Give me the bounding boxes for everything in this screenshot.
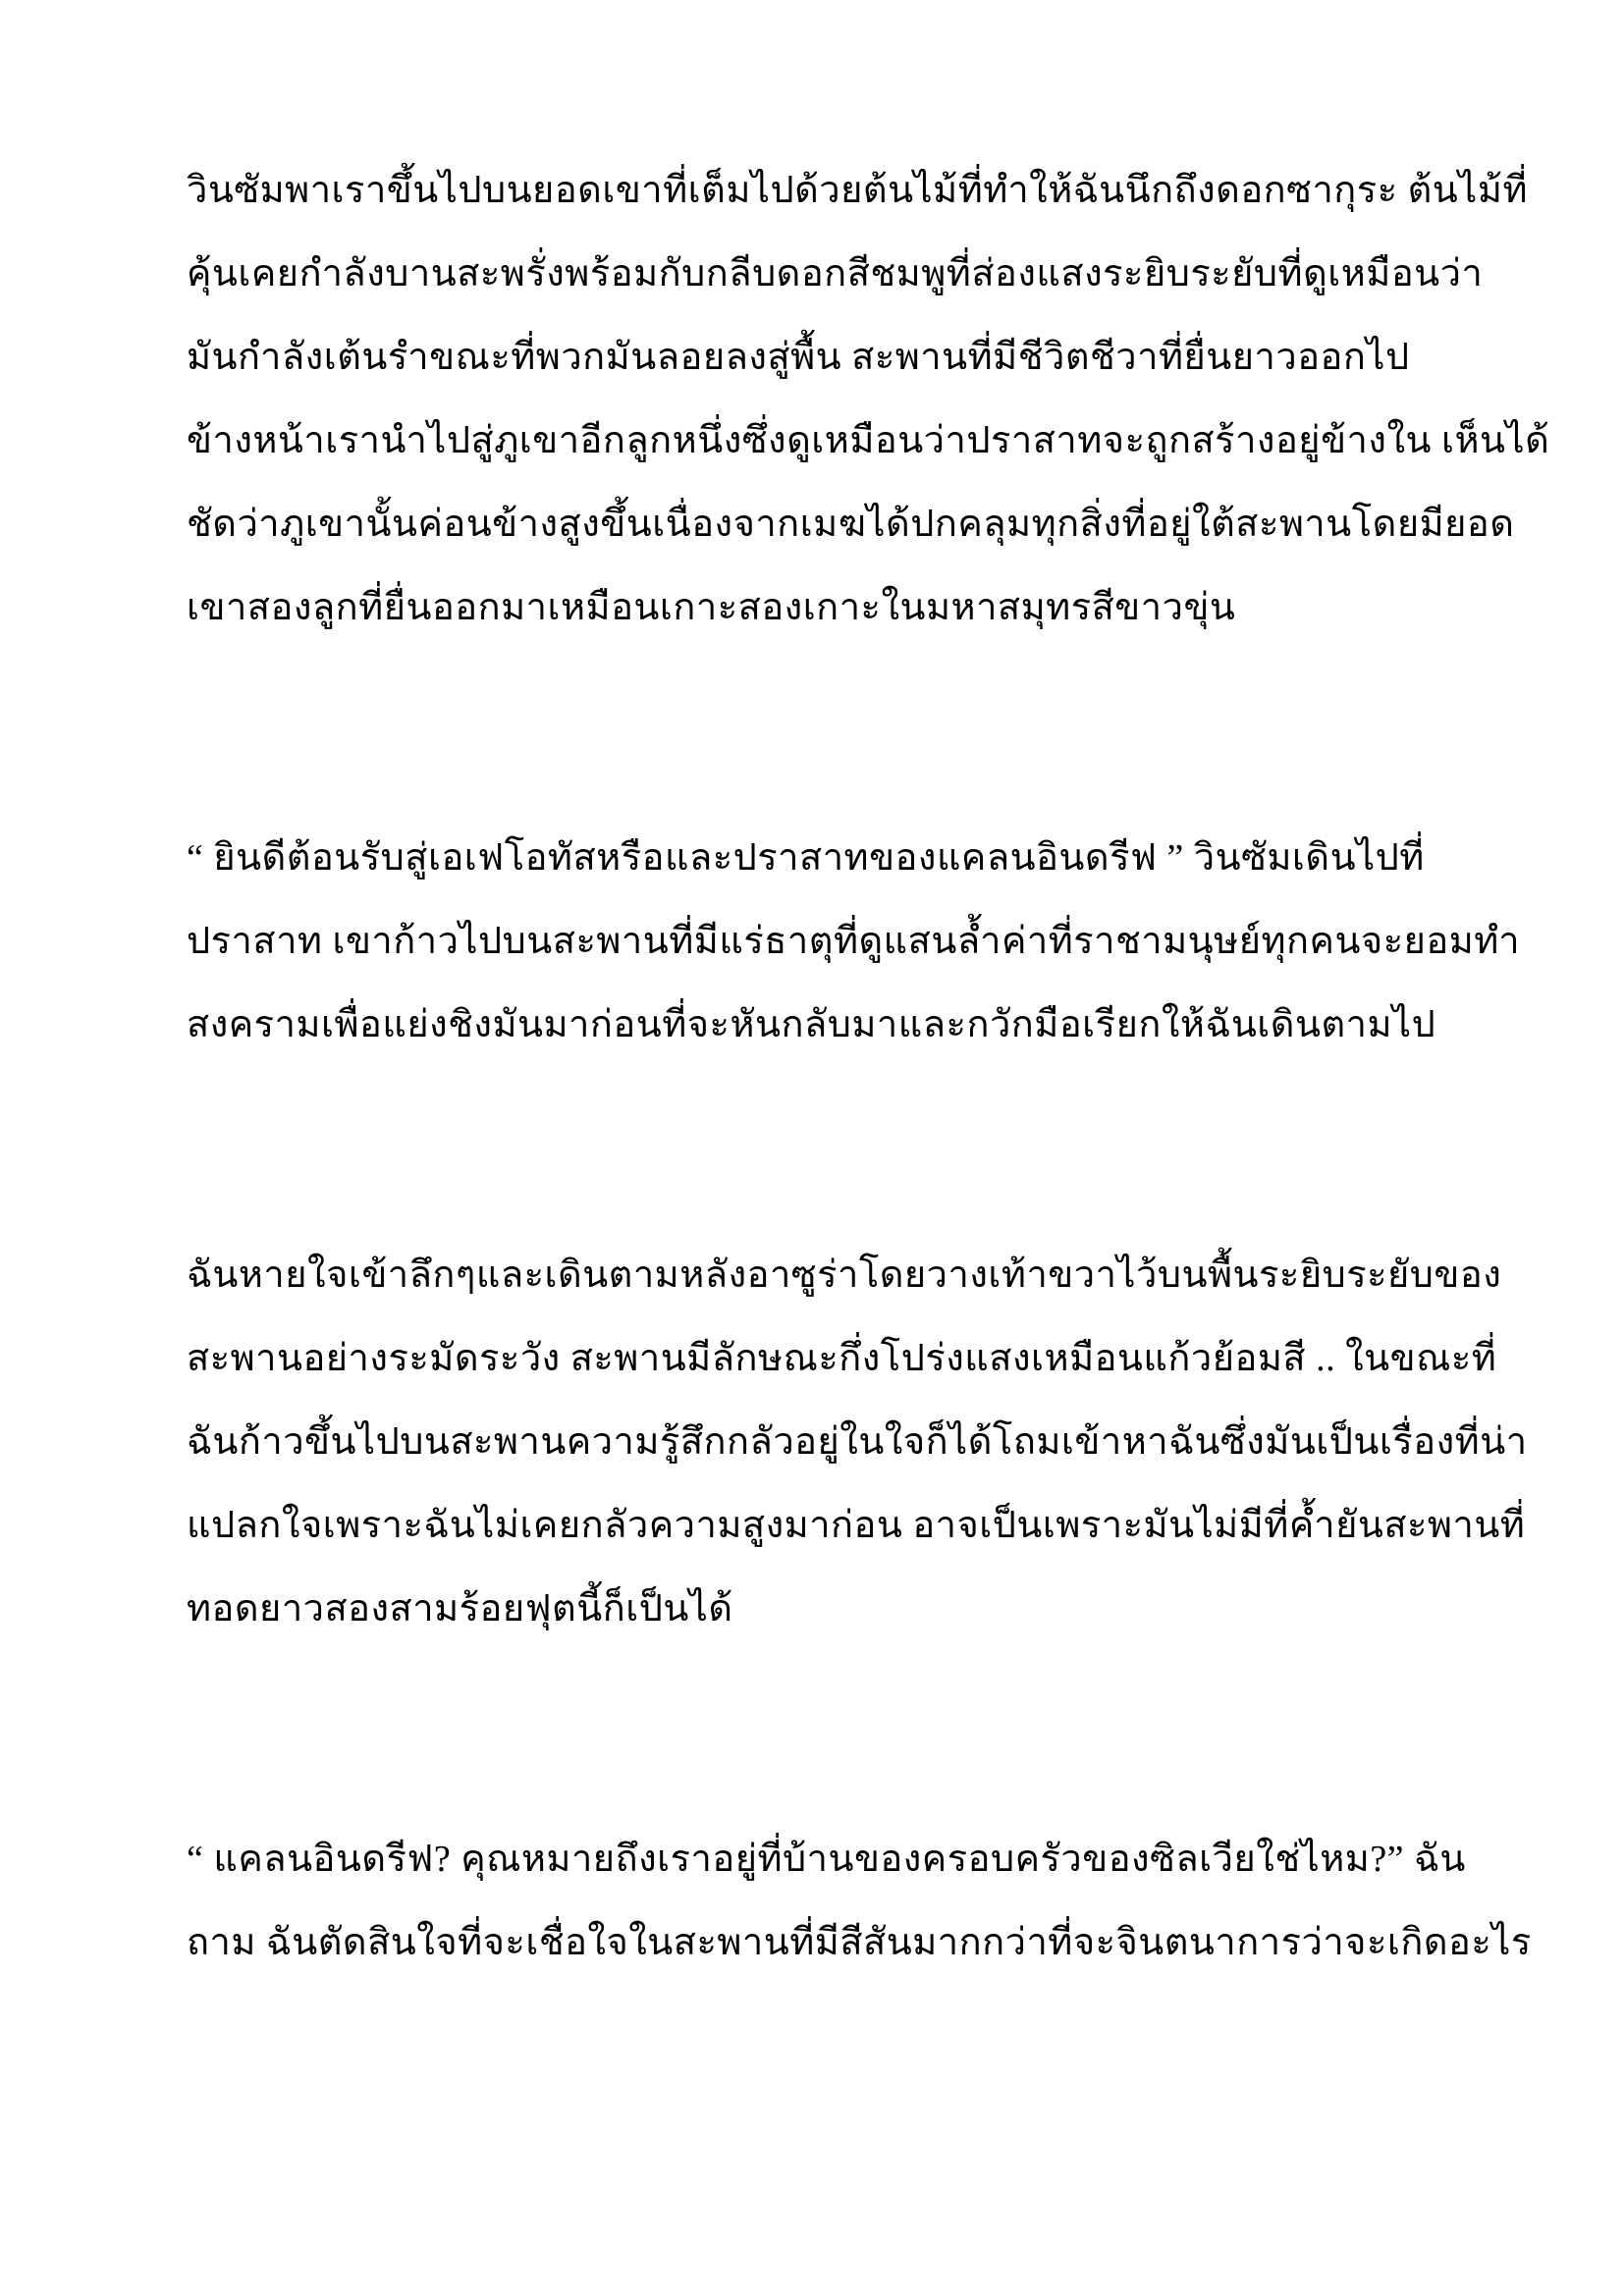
text-line: สะพานอย่างระมัดระวัง สะพานมีลักษณะกึ่งโปร่งแสงเหมือนแก้วย้อมสี .. ในขณะที่ [187,1338,1497,1379]
text-line: เขาสองลูกที่ยื่นออกมาเหมือนเกาะสองเกาะในมหาสมุทรสีขาวขุ่น [187,587,1236,628]
text-line: ถาม ฉันตัดสินใจที่จะเชื่อใจในสะพานที่มีสีสันมากกว่าที่จะจินตนาการว่าจะเกิดอะไร [187,1922,1532,1963]
text-line: ฉันหายใจเข้าลึกๆและเดินตามหลังอาซูร่าโดยวางเท้าขวาไว้บนพื้นระยิบระยับของ [187,1255,1502,1296]
paragraph-4 [187,1818,1532,1985]
text-line: “ แคลนอินดรีฟ? คุณหมายถึงเราอยู่ที่บ้านของครอบครัวของซิลเวียใช่ไหม?” ฉัน [187,1839,1466,1880]
text-line: ฉันก้าวขึ้นไปบนสะพานความรู้สึกกลัวอยู่ในใจก็ได้โถมเข้าหาฉันซึ่งมันเป็นเรื่องที่น่า [187,1421,1528,1463]
text-line: “ ยินดีต้อนรับสู่เอเฟโอทัสหรือและปราสาทของแคลนอินดรีฟ ” วินซัมเดินไปที่ [187,837,1425,879]
text-line: ปราสาท เขาก้าวไปบนสะพานที่มีแร่ธาตุที่ดูแสนล้ำค่าที่ราชามนุษย์ทุกคนจะยอมทำ [187,921,1521,962]
text-line: ข้างหน้าเรานำไปสู่ภูเขาอีกลูกหนึ่งซึ่งดูเหมือนว่าปราสาทจะถูกสร้างอยู่ข้างใน เห็นได้ [187,420,1550,461]
text-line: ทอดยาวสองสามร้อยฟุตนี้ก็เป็นได้ [187,1588,733,1629]
text-block [187,149,1550,2152]
paragraph-2 [187,817,1521,1067]
text-line: ชัดว่าภูเขานั้นค่อนข้างสูงขึ้นเนื่องจากเมฆได้ปกคลุมทุกสิ่งที่อยู่ใต้สะพานโดยมียอด [187,504,1515,545]
text-line: มันกำลังเต้นรำขณะที่พวกมันลอยลงสู่พื้น สะพานที่มีชีวิตชีวาที่ยื่นยาวออกไป [187,337,1410,378]
text-line: วินซัมพาเราขึ้นไปบนยอดเขาที่เต็มไปด้วยต้นไม้ที่ทำให้ฉันนึกถึงดอกซากุระ ต้นไม้ที่ [187,170,1528,211]
paragraph-1 [187,149,1550,650]
text-line: คุ้นเคยกำลังบานสะพรั่งพร้อมกับกลีบดอกสีชมพูที่ส่องแสงระยิบระยับที่ดูเหมือนว่า [187,253,1484,294]
text-line: สงครามเพื่อแย่งชิงมันมาก่อนที่จะหันกลับมาและกวักมือเรียกให้ฉันเดินตามไป [187,1004,1436,1045]
paragraph-3 [187,1234,1528,1651]
text-line: แปลกใจเพราะฉันไม่เคยกลัวความสูงมาก่อน อาจเป็นเพราะมันไม่มีที่ค้ำยันสะพานที่ [187,1505,1526,1546]
